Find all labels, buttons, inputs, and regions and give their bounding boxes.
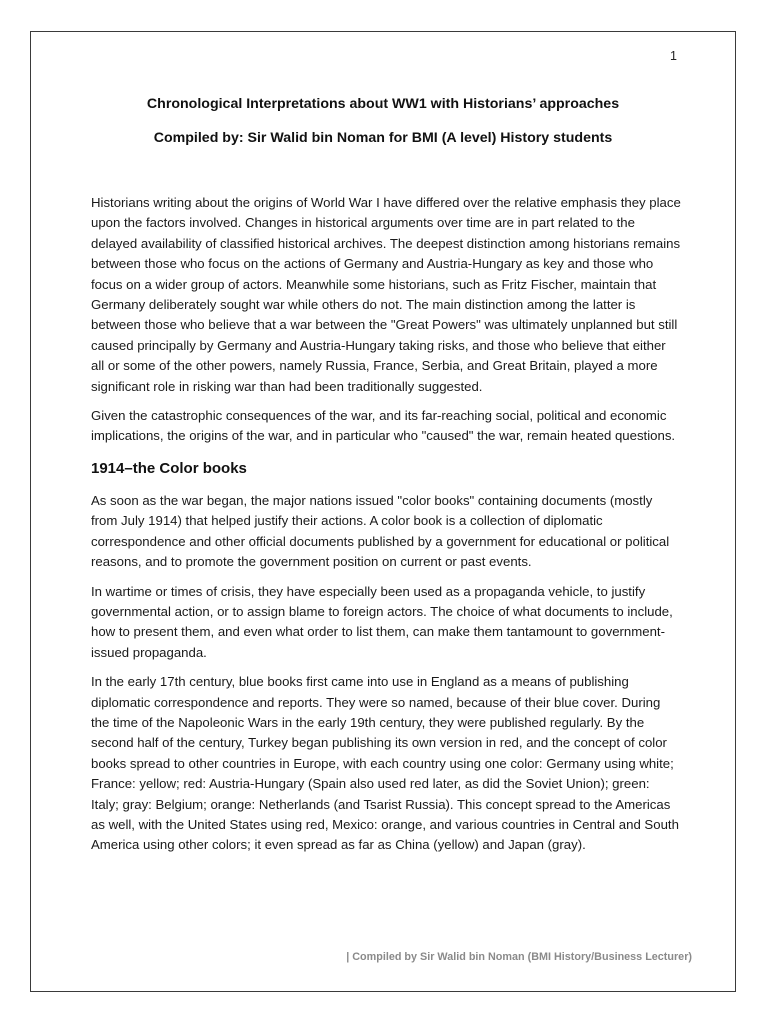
document-title: Chronological Interpretations about WW1 with Historians’ approaches bbox=[146, 96, 620, 112]
document-page bbox=[30, 31, 736, 992]
intro-paragraph-2: Given the catastrophic consequences of the war, and its far-reaching social, political and economic implications, the origins of the war, and in particular who "caused" the war, remain heated questions. bbox=[91, 408, 676, 444]
page-number: 1 bbox=[670, 49, 677, 63]
section-paragraph-2: In wartime or times of crisis, they have especially been used as a propaganda vehicle, to justify governmental action, or to assign blame to foreign actors. The choice of what documents to include, how to present them, and even what order to list them, can make them tantamount to government-issued propaganda. bbox=[91, 583, 673, 660]
intro-paragraph-1: Historians writing about the origins of World War I have differed over the relative emphasis they place upon the factors involved. Changes in historical arguments over time are in part related to the delayed availability of classified historical archives. The deepest distinction among historians remains between those who focus on the actions of Germany and Austria-Hungary as key and those who focus on a wider group of actors. Meanwhile some historians, such as Fritz Fischer, maintain that Germany deliberately sought war while others do not. The main distinction among the latter is between those who believe that a war between the "Great Powers" was ultimately unplanned but still caused principally by Germany and Austria-Hungary taking risks, and those who believe that either all or some of the other powers, namely Russia, France, Serbia, and Great Britain, played a more significant role in risking war than had been traditionally suggested. bbox=[91, 195, 681, 394]
document-subtitle: Compiled by: Sir Walid bin Noman for BMI (A level) History students bbox=[153, 130, 613, 146]
section-paragraph-3: In the early 17th century, blue books first came into use in England as a means of publishing diplomatic correspondence and reports. They were so named, because of their blue cover. During the time of the Napoleonic Wars in the early 19th century, they were published regularly. By the second half of the century, Turkey began publishing its own version in red, and the concept of color books spread to other countries in Europe, with each country using one color: Germany using white; France: yellow; red: Austria-Hungary (Spain also used red later, as did the Soviet Union); green: Italy; gray: Belgium; orange: Netherlands (and Tsarist Russia). This concept spread to the Americas as well, with the United States using red, Mexico: orange, and various countries in Central and South America using other colors; it even spread as far as China (yellow) and Japan (gray). bbox=[91, 674, 679, 853]
section-heading: 1914–the Color books bbox=[91, 459, 247, 477]
section-paragraph-1: As soon as the war began, the major nations issued "color books" containing documents (mostly from July 1914) that helped justify their actions. A color book is a collection of diplomatic correspondence and other official documents published by a government for educational or political reasons, and to promote the government position on current or past events. bbox=[91, 492, 670, 570]
page-footer: | Compiled by Sir Walid bin Noman (BMI History/Business Lecturer) bbox=[346, 951, 692, 963]
document-body bbox=[91, 193, 681, 865]
